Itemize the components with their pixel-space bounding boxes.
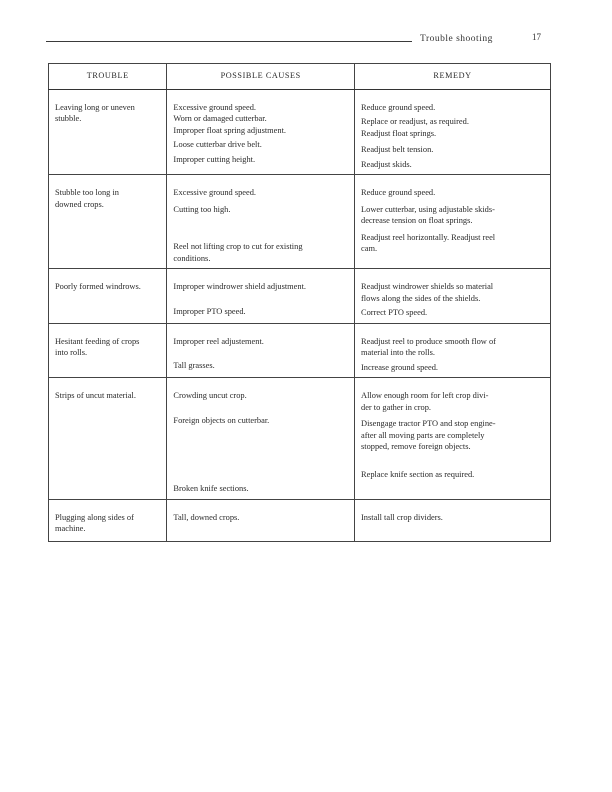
cause-text: Crowding uncut crop. (173, 391, 247, 400)
trouble-text: Poorly formed windrows. (55, 282, 141, 291)
cause-text: Broken knife sections. (173, 484, 249, 493)
trouble-cell (49, 499, 167, 541)
trouble-text: Strips of uncut material. (55, 391, 136, 400)
cause-text: Excessive ground speed. (173, 188, 256, 197)
remedy-text: Correct PTO speed. (361, 308, 428, 317)
trouble-cell (49, 323, 167, 378)
remedy-text: Readjust belt tension. (361, 145, 434, 154)
cause-text: Improper windrower shield adjustment. (173, 282, 306, 291)
header-rule (46, 41, 412, 42)
header-title: Trouble shooting (420, 34, 493, 44)
trouble-text: Hesitant feeding of crops (55, 336, 140, 346)
remedy-text: stopped, remove foreign objects. (361, 442, 471, 451)
trouble-text: Plugging along sides of (55, 512, 134, 522)
remedy-text: Lower cutterbar, using adjustable skids- (361, 204, 495, 214)
cause-text: Improper PTO speed. (173, 306, 246, 316)
remedy-text: Readjust skids. (361, 159, 412, 169)
table-row (49, 378, 551, 500)
remedy-text: Disengage tractor PTO and stop engine- (361, 419, 496, 428)
causes-cell (167, 89, 355, 175)
remedy-text: Increase ground speed. (361, 362, 438, 372)
causes-cell (167, 378, 355, 500)
trouble-shooting-table (48, 63, 551, 542)
cause-text: Improper float spring adjustment. (173, 125, 286, 135)
table-row (49, 89, 551, 175)
trouble-cell (49, 378, 167, 500)
remedy-text: Reduce ground speed. (361, 188, 436, 197)
table-row (49, 323, 551, 378)
column-header-trouble: TROUBLE (49, 64, 167, 90)
cause-text: Tall, downed crops. (173, 512, 240, 522)
remedy-text: cam. (361, 244, 378, 253)
table-header-row (49, 64, 551, 90)
cause-text: Worn or damaged cutterbar. (173, 114, 267, 123)
remedy-cell (355, 269, 551, 324)
remedy-cell (355, 89, 551, 175)
remedy-text: der to gather in crop. (361, 402, 432, 412)
cause-text: Foreign objects on cutterbar. (173, 415, 270, 425)
table-row (49, 269, 551, 324)
remedy-text: Replace or readjust, as required. (361, 117, 469, 126)
causes-cell (167, 175, 355, 269)
causes-cell (167, 499, 355, 541)
remedy-text: Readjust reel horizontally. Readjust reel (361, 232, 496, 242)
trouble-cell (49, 175, 167, 269)
remedy-cell (355, 323, 551, 378)
cause-text: Loose cutterbar drive belt. (173, 140, 262, 149)
remedy-text: flows along the sides of the shields. (361, 293, 481, 303)
cause-text: conditions. (173, 253, 211, 263)
remedy-text: Allow enough room for left crop divi- (361, 391, 489, 400)
cause-text: Reel not lifting crop to cut for existing (173, 242, 303, 251)
trouble-text: downed crops. (55, 199, 104, 209)
table-row (49, 175, 551, 269)
remedy-text: Install tall crop dividers. (361, 512, 443, 522)
trouble-text: stubble. (55, 114, 82, 123)
cause-text: Improper reel adjustement. (173, 336, 264, 346)
cause-text: Cutting too high. (173, 204, 231, 214)
remedy-text: after all moving parts are completely (361, 430, 485, 440)
trouble-cell (49, 89, 167, 175)
trouble-text: into rolls. (55, 348, 88, 357)
cause-text: Excessive ground speed. (173, 102, 256, 112)
remedy-text: decrease tension on float springs. (361, 216, 473, 225)
remedy-text: Reduce ground speed. (361, 102, 436, 112)
trouble-cell (49, 269, 167, 324)
cause-text: Tall grasses. (173, 361, 215, 370)
remedy-cell (355, 175, 551, 269)
cause-text: Improper cutting height. (173, 154, 256, 164)
trouble-text: Stubble too long in (55, 188, 119, 197)
trouble-text: Leaving long or uneven (55, 102, 135, 112)
remedy-cell (355, 378, 551, 500)
column-header-remedy: REMEDY (355, 64, 551, 90)
remedy-text: material into the rolls. (361, 348, 435, 357)
remedy-text: Readjust reel to produce smooth flow of (361, 336, 496, 346)
remedy-text: Replace knife section as required. (361, 469, 475, 479)
page-number: 17 (532, 32, 541, 42)
causes-cell (167, 269, 355, 324)
causes-cell (167, 323, 355, 378)
remedy-text: Readjust windrower shields so material (361, 282, 494, 291)
trouble-text: machine. (55, 524, 86, 533)
column-header-possible-causes: POSSIBLE CAUSES (167, 64, 355, 90)
remedy-text: Readjust float springs. (361, 128, 437, 138)
remedy-cell (355, 499, 551, 541)
table-row (49, 499, 551, 541)
